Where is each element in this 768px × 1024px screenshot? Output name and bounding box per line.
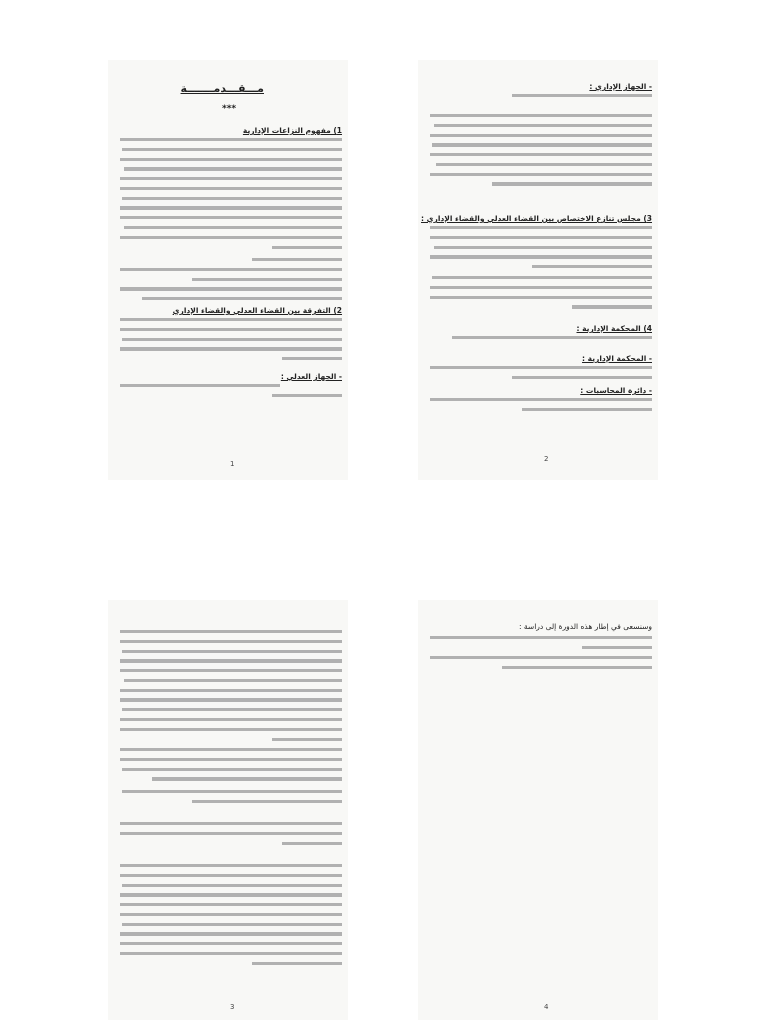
title-ornament: *** [222,104,237,114]
page-number: 3 [230,1003,235,1011]
section-heading: 4) المحكمة الإدارية : [576,324,652,333]
paragraph [430,276,652,315]
section-heading: 2) التفرقة بين القضاء العدلي والقضاء الإداري [172,306,342,315]
item-admin-court: - المحكمة الإدارية : [582,354,652,363]
paragraph [430,366,652,386]
page-2 [418,60,658,480]
page-number: 4 [544,1003,549,1011]
list-item [430,656,652,676]
page-4 [418,600,658,1020]
page-number: 2 [544,455,549,463]
section-heading: 1) مفهوم النزاعات الإدارية [242,126,342,135]
item-audit-court: - دائرة المحاسبات : [580,386,652,395]
paragraph [120,138,342,255]
paragraph [120,384,342,404]
paragraph [120,790,342,810]
paragraph [120,748,342,787]
section-heading: 3) مجلس تنازع الاختصاص بين القضاء العدلي والقضاء الإداري : [421,214,652,223]
page-number: 1 [230,460,235,468]
paragraph [430,94,652,104]
paragraph [120,318,342,367]
paragraph [430,398,652,418]
paragraph [430,226,652,275]
paragraph [120,822,342,851]
paragraph [120,864,342,972]
page-1 [108,60,348,480]
paragraph [430,114,652,192]
label-legal-body: - الجهاز العدلي : [280,372,342,381]
paragraph [120,258,342,307]
paragraph [430,336,652,346]
page-3 [108,600,348,1020]
intro-text: وسنسعى في إطار هذه الدورة إلى دراسة : [518,622,652,631]
list-item [430,636,652,656]
page-title: مـــقـــدمـــــــة [180,82,264,95]
label-admin-body: - الجهاز الإداري : [589,82,652,91]
paragraph [120,630,342,747]
